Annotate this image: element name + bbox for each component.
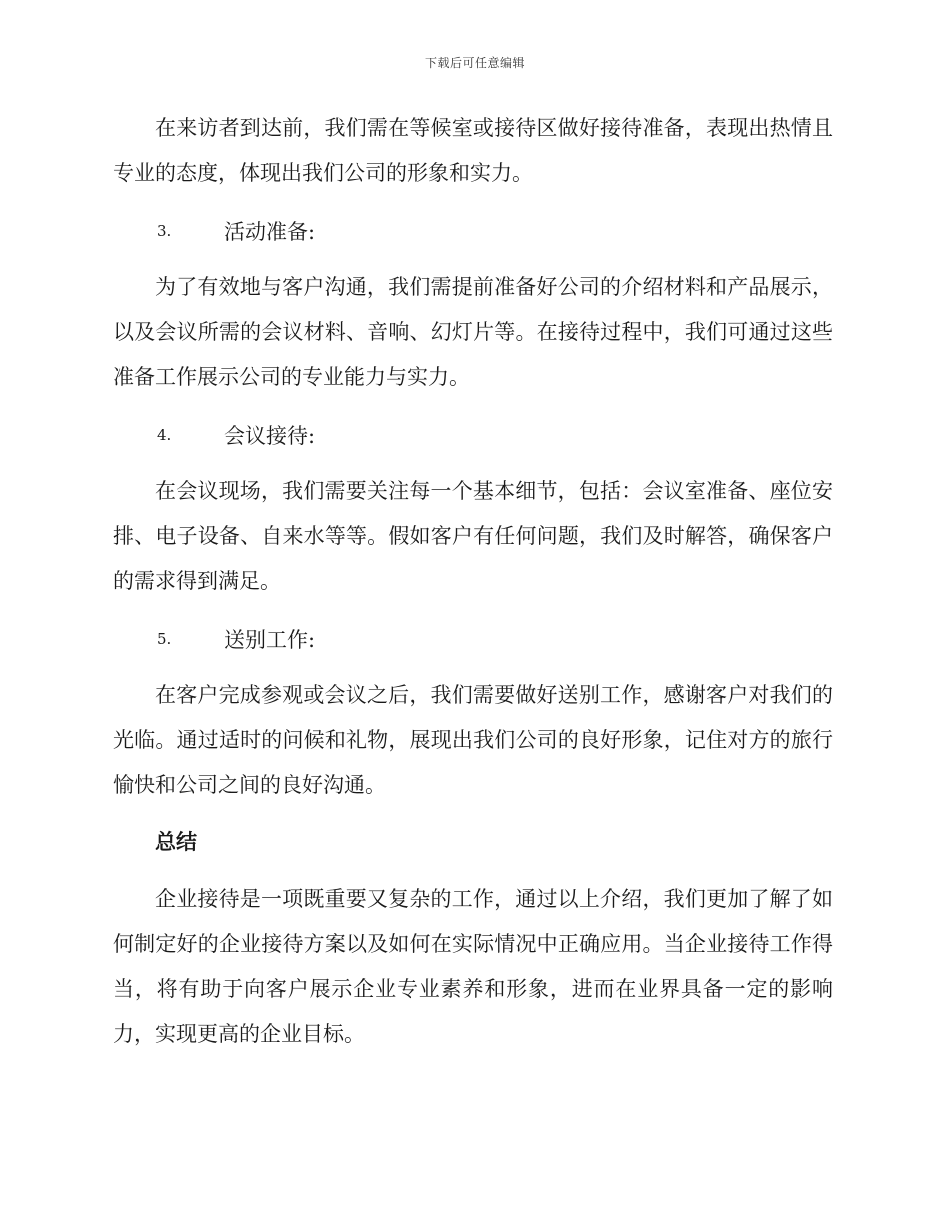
paragraph-activity-prep: 为了有效地与客户沟通，我们需提前准备好公司的介绍材料和产品展示，以及会议所需的会议材料、音响、幻灯片等。在接待过程中，我们可通过这些准备工作展示公司的专业能力与实力。 [113, 275, 833, 389]
list-item-activity-prep [113, 208, 833, 253]
summary-heading: 总结 [155, 830, 197, 854]
page-header: 下载后可任意编辑 [424, 56, 525, 70]
list-item-number: 3. [157, 221, 172, 240]
list-item-number: 5. [157, 629, 172, 648]
list-item-label: 会议接待: [224, 423, 316, 448]
paragraph-reception-prep: 在来访者到达前，我们需在等候室或接待区做好接待准备，表现出热情且专业的态度，体现出我们公司的形象和实力。 [113, 116, 833, 185]
list-item-label: 活动准备: [224, 219, 316, 244]
list-item-label: 送别工作: [224, 627, 316, 652]
list-item-farewell [113, 616, 833, 661]
list-item-meeting-reception [113, 412, 833, 457]
paragraph-farewell: 在客户完成参观或会议之后，我们需要做好送别工作，感谢客户对我们的光临。通过适时的问候和礼物，展现出我们公司的良好形象，记住对方的旅行愉快和公司之间的良好沟通。 [113, 683, 833, 797]
paragraph-meeting-reception: 在会议现场，我们需要关注每一个基本细节，包括：会议室准备、座位安排、电子设备、自来水等等。假如客户有任何问题，我们及时解答，确保客户的需求得到满足。 [113, 479, 833, 593]
paragraph-summary: 企业接待是一项既重要又复杂的工作，通过以上介绍，我们更加了解了如何制定好的企业接待方案以及如何在实际情况中正确应用。当企业接待工作得当，将有助于向客户展示企业专业素养和形象，进而在业界具备一定的影响力，实现更高的企业目标。 [113, 887, 833, 1046]
list-item-number: 4. [157, 425, 172, 444]
document-body [113, 106, 833, 1069]
